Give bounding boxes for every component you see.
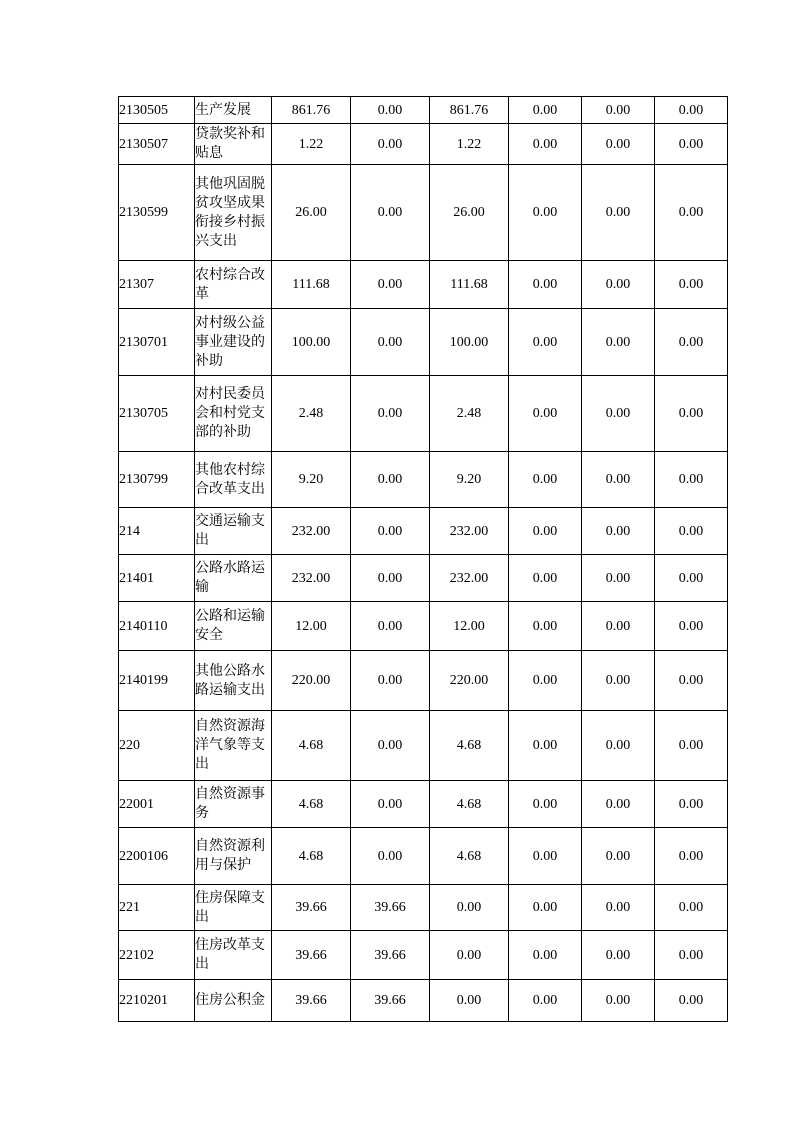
amount-cell: 1.22 bbox=[272, 124, 351, 165]
table-row bbox=[119, 376, 728, 452]
subject-code-cell: 2200106 bbox=[119, 828, 195, 885]
amount-cell: 0.00 bbox=[655, 980, 728, 1022]
amount-cell: 4.68 bbox=[430, 828, 509, 885]
amount-cell: 0.00 bbox=[655, 97, 728, 124]
amount-cell: 0.00 bbox=[430, 980, 509, 1022]
table-row bbox=[119, 602, 728, 651]
subject-name-cell: 住房改革支出 bbox=[195, 931, 272, 980]
amount-cell: 0.00 bbox=[655, 376, 728, 452]
amount-cell: 220.00 bbox=[430, 651, 509, 711]
amount-cell: 0.00 bbox=[655, 555, 728, 602]
subject-code-cell: 22001 bbox=[119, 781, 195, 828]
amount-cell: 0.00 bbox=[351, 508, 430, 555]
subject-code-cell: 2130507 bbox=[119, 124, 195, 165]
amount-cell: 232.00 bbox=[430, 555, 509, 602]
amount-cell: 0.00 bbox=[655, 885, 728, 931]
subject-code-cell: 221 bbox=[119, 885, 195, 931]
amount-cell: 0.00 bbox=[655, 165, 728, 261]
amount-cell: 100.00 bbox=[272, 309, 351, 376]
subject-name-cell: 其他巩固脱贫攻坚成果衔接乡村振兴支出 bbox=[195, 165, 272, 261]
amount-cell: 39.66 bbox=[272, 885, 351, 931]
amount-cell: 0.00 bbox=[509, 555, 582, 602]
amount-cell: 0.00 bbox=[655, 261, 728, 309]
subject-name-cell: 自然资源海洋气象等支出 bbox=[195, 711, 272, 781]
amount-cell: 0.00 bbox=[509, 261, 582, 309]
subject-code-cell: 2130701 bbox=[119, 309, 195, 376]
amount-cell: 0.00 bbox=[509, 97, 582, 124]
amount-cell: 100.00 bbox=[430, 309, 509, 376]
amount-cell: 0.00 bbox=[655, 828, 728, 885]
amount-cell: 0.00 bbox=[582, 97, 655, 124]
amount-cell: 1.22 bbox=[430, 124, 509, 165]
amount-cell: 0.00 bbox=[582, 980, 655, 1022]
amount-cell: 12.00 bbox=[272, 602, 351, 651]
amount-cell: 0.00 bbox=[351, 651, 430, 711]
amount-cell: 0.00 bbox=[509, 828, 582, 885]
amount-cell: 0.00 bbox=[582, 711, 655, 781]
amount-cell: 39.66 bbox=[351, 885, 430, 931]
amount-cell: 0.00 bbox=[582, 309, 655, 376]
amount-cell: 0.00 bbox=[582, 165, 655, 261]
amount-cell: 0.00 bbox=[582, 931, 655, 980]
amount-cell: 232.00 bbox=[272, 555, 351, 602]
amount-cell: 232.00 bbox=[272, 508, 351, 555]
table-row bbox=[119, 931, 728, 980]
subject-name-cell: 农村综合改革 bbox=[195, 261, 272, 309]
amount-cell: 39.66 bbox=[272, 980, 351, 1022]
amount-cell: 9.20 bbox=[272, 452, 351, 508]
amount-cell: 0.00 bbox=[582, 452, 655, 508]
budget-table bbox=[118, 96, 728, 1022]
subject-name-cell: 自然资源利用与保护 bbox=[195, 828, 272, 885]
subject-code-cell: 220 bbox=[119, 711, 195, 781]
amount-cell: 2.48 bbox=[430, 376, 509, 452]
amount-cell: 9.20 bbox=[430, 452, 509, 508]
subject-code-cell: 2130505 bbox=[119, 97, 195, 124]
amount-cell: 39.66 bbox=[351, 980, 430, 1022]
amount-cell: 0.00 bbox=[351, 97, 430, 124]
amount-cell: 4.68 bbox=[430, 711, 509, 781]
amount-cell: 0.00 bbox=[582, 651, 655, 711]
amount-cell: 0.00 bbox=[509, 651, 582, 711]
amount-cell: 0.00 bbox=[351, 309, 430, 376]
table-row bbox=[119, 261, 728, 309]
subject-code-cell: 2130599 bbox=[119, 165, 195, 261]
amount-cell: 0.00 bbox=[655, 602, 728, 651]
table-row bbox=[119, 452, 728, 508]
amount-cell: 232.00 bbox=[430, 508, 509, 555]
subject-code-cell: 21307 bbox=[119, 261, 195, 309]
amount-cell: 0.00 bbox=[582, 828, 655, 885]
subject-name-cell: 公路水路运输 bbox=[195, 555, 272, 602]
amount-cell: 0.00 bbox=[509, 602, 582, 651]
amount-cell: 111.68 bbox=[272, 261, 351, 309]
amount-cell: 0.00 bbox=[655, 452, 728, 508]
amount-cell: 39.66 bbox=[272, 931, 351, 980]
amount-cell: 12.00 bbox=[430, 602, 509, 651]
subject-code-cell: 21401 bbox=[119, 555, 195, 602]
amount-cell: 0.00 bbox=[582, 376, 655, 452]
subject-name-cell: 对村民委员会和村党支部的补助 bbox=[195, 376, 272, 452]
amount-cell: 0.00 bbox=[509, 376, 582, 452]
amount-cell: 0.00 bbox=[582, 781, 655, 828]
amount-cell: 0.00 bbox=[582, 124, 655, 165]
amount-cell: 861.76 bbox=[272, 97, 351, 124]
amount-cell: 4.68 bbox=[272, 781, 351, 828]
amount-cell: 0.00 bbox=[582, 885, 655, 931]
amount-cell: 0.00 bbox=[351, 452, 430, 508]
amount-cell: 0.00 bbox=[509, 931, 582, 980]
table-row bbox=[119, 781, 728, 828]
table-row bbox=[119, 828, 728, 885]
amount-cell: 111.68 bbox=[430, 261, 509, 309]
amount-cell: 0.00 bbox=[655, 781, 728, 828]
amount-cell: 0.00 bbox=[655, 931, 728, 980]
amount-cell: 26.00 bbox=[272, 165, 351, 261]
amount-cell: 0.00 bbox=[582, 602, 655, 651]
amount-cell: 4.68 bbox=[272, 828, 351, 885]
amount-cell: 0.00 bbox=[655, 124, 728, 165]
amount-cell: 0.00 bbox=[582, 555, 655, 602]
amount-cell: 0.00 bbox=[655, 309, 728, 376]
amount-cell: 0.00 bbox=[582, 508, 655, 555]
subject-code-cell: 2210201 bbox=[119, 980, 195, 1022]
subject-name-cell: 公路和运输安全 bbox=[195, 602, 272, 651]
subject-name-cell: 其他农村综合改革支出 bbox=[195, 452, 272, 508]
amount-cell: 0.00 bbox=[509, 781, 582, 828]
subject-name-cell: 对村级公益事业建设的补助 bbox=[195, 309, 272, 376]
subject-name-cell: 贷款奖补和贴息 bbox=[195, 124, 272, 165]
subject-name-cell: 自然资源事务 bbox=[195, 781, 272, 828]
amount-cell: 0.00 bbox=[351, 165, 430, 261]
amount-cell: 0.00 bbox=[351, 261, 430, 309]
subject-name-cell: 住房公积金 bbox=[195, 980, 272, 1022]
amount-cell: 0.00 bbox=[509, 452, 582, 508]
table-row bbox=[119, 980, 728, 1022]
amount-cell: 0.00 bbox=[509, 885, 582, 931]
amount-cell: 0.00 bbox=[509, 711, 582, 781]
subject-name-cell: 生产发展 bbox=[195, 97, 272, 124]
subject-name-cell: 交通运输支出 bbox=[195, 508, 272, 555]
amount-cell: 0.00 bbox=[509, 165, 582, 261]
table-row bbox=[119, 97, 728, 124]
subject-name-cell: 住房保障支出 bbox=[195, 885, 272, 931]
amount-cell: 39.66 bbox=[351, 931, 430, 980]
amount-cell: 0.00 bbox=[351, 124, 430, 165]
table-row bbox=[119, 124, 728, 165]
amount-cell: 2.48 bbox=[272, 376, 351, 452]
subject-code-cell: 214 bbox=[119, 508, 195, 555]
amount-cell: 0.00 bbox=[351, 602, 430, 651]
amount-cell: 0.00 bbox=[351, 555, 430, 602]
table-row bbox=[119, 165, 728, 261]
table-row bbox=[119, 885, 728, 931]
amount-cell: 0.00 bbox=[430, 931, 509, 980]
amount-cell: 26.00 bbox=[430, 165, 509, 261]
amount-cell: 0.00 bbox=[509, 124, 582, 165]
amount-cell: 0.00 bbox=[655, 711, 728, 781]
table-row bbox=[119, 309, 728, 376]
subject-code-cell: 2140110 bbox=[119, 602, 195, 651]
amount-cell: 0.00 bbox=[509, 309, 582, 376]
amount-cell: 0.00 bbox=[351, 711, 430, 781]
table-row bbox=[119, 508, 728, 555]
amount-cell: 0.00 bbox=[351, 781, 430, 828]
amount-cell: 4.68 bbox=[430, 781, 509, 828]
amount-cell: 0.00 bbox=[655, 651, 728, 711]
table-row bbox=[119, 555, 728, 602]
amount-cell: 0.00 bbox=[655, 508, 728, 555]
amount-cell: 0.00 bbox=[582, 261, 655, 309]
amount-cell: 0.00 bbox=[509, 980, 582, 1022]
amount-cell: 861.76 bbox=[430, 97, 509, 124]
subject-code-cell: 2140199 bbox=[119, 651, 195, 711]
amount-cell: 0.00 bbox=[509, 508, 582, 555]
subject-code-cell: 2130705 bbox=[119, 376, 195, 452]
amount-cell: 0.00 bbox=[351, 376, 430, 452]
subject-code-cell: 22102 bbox=[119, 931, 195, 980]
amount-cell: 0.00 bbox=[430, 885, 509, 931]
subject-code-cell: 2130799 bbox=[119, 452, 195, 508]
table-body bbox=[119, 97, 728, 1022]
table-row bbox=[119, 651, 728, 711]
table-row bbox=[119, 711, 728, 781]
amount-cell: 0.00 bbox=[351, 828, 430, 885]
amount-cell: 220.00 bbox=[272, 651, 351, 711]
amount-cell: 4.68 bbox=[272, 711, 351, 781]
subject-name-cell: 其他公路水路运输支出 bbox=[195, 651, 272, 711]
